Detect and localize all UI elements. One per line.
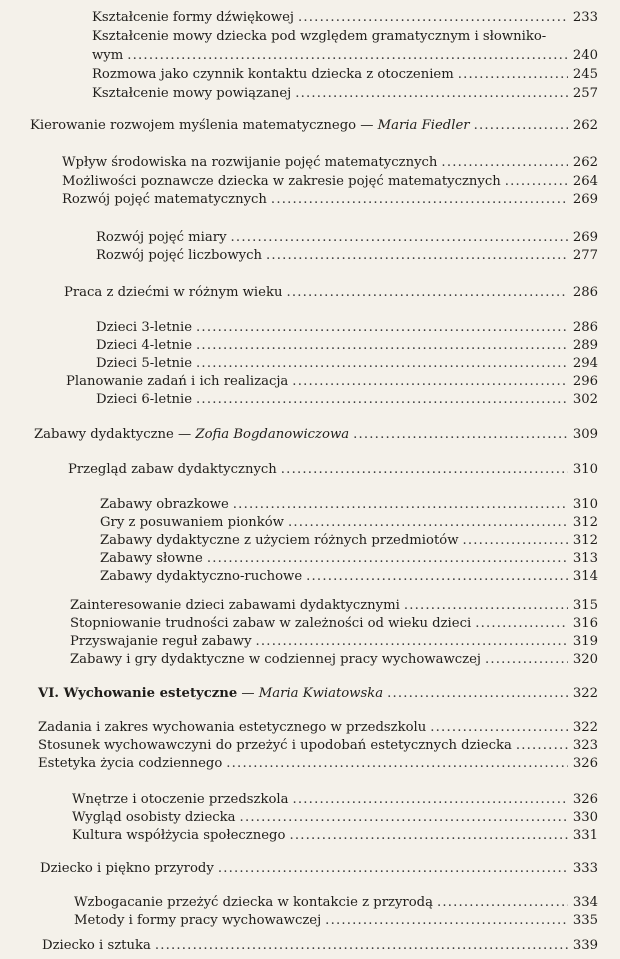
toc-entry — [40, 861, 598, 877]
toc-entry-page: 326 — [572, 792, 598, 807]
toc-entry-author: Maria Kwiatowska — [258, 686, 384, 701]
dot-leader — [475, 616, 568, 632]
toc-entry-title: Rozmowa jako czynnik kontaktu dziecka z otoczeniem — [92, 67, 454, 82]
toc-entry — [62, 174, 598, 190]
toc-entry-page: 240 — [572, 48, 598, 63]
dot-leader — [485, 652, 568, 668]
toc-entry-author: Zofia Bogdanowiczowa — [195, 427, 350, 442]
dot-leader — [458, 67, 568, 83]
toc-entry — [96, 338, 598, 354]
toc-entry-title: Dzieci 4-letnie — [96, 338, 193, 353]
dot-leader — [387, 686, 568, 702]
toc-entry-page: 294 — [572, 356, 598, 371]
toc-entry-page: 333 — [572, 861, 598, 876]
toc-entry-page: 319 — [572, 634, 598, 649]
dot-leader — [298, 10, 568, 26]
dot-leader — [207, 551, 568, 567]
toc-entry-title: Zainteresowanie dzieci zabawami dydaktycznymi — [70, 598, 400, 613]
dot-leader — [441, 155, 568, 171]
toc-entry-title: Dziecko i sztuka — [42, 938, 151, 953]
dot-leader — [256, 634, 568, 650]
dot-leader — [306, 569, 568, 585]
toc-entry — [100, 551, 598, 567]
toc-entry-title: Zadania i zakres wychowania estetycznego w przedszkolu — [38, 720, 427, 735]
toc-entry — [38, 720, 598, 736]
toc-entry-title: Dzieci 3-letnie — [96, 320, 193, 335]
toc-entry-title: Wygląd osobisty dziecka — [72, 810, 236, 825]
toc-entry — [62, 192, 598, 208]
dot-leader — [196, 392, 568, 408]
toc-entry — [30, 118, 598, 134]
dot-leader — [196, 356, 568, 372]
toc-entry-page: 339 — [572, 938, 598, 953]
toc-entry-page: 296 — [572, 374, 598, 389]
toc-entry-page: 335 — [572, 913, 598, 928]
toc-entry — [70, 652, 598, 668]
toc-entry-page: 269 — [572, 192, 598, 207]
toc-entry-page: 233 — [572, 10, 598, 25]
dot-leader — [196, 338, 568, 354]
toc-entry-title: Kształcenie mowy powiązanej — [92, 86, 292, 101]
dot-leader — [505, 174, 568, 190]
dot-leader — [226, 756, 568, 772]
toc-entry — [70, 616, 598, 632]
toc-entry-title: Rozwój pojęć matematycznych — [62, 192, 267, 207]
dot-leader — [127, 48, 568, 64]
toc-entry — [42, 938, 598, 954]
toc-entry-title: wym — [92, 48, 124, 63]
toc-entry-title: Możliwości poznawcze dziecka w zakresie pojęć matematycznych — [62, 174, 501, 189]
toc-entry — [64, 285, 598, 301]
toc-entry-title: Zabawy słowne — [100, 551, 203, 566]
toc-entry-page: 289 — [572, 338, 598, 353]
toc-entry-page: 320 — [572, 652, 598, 667]
dot-leader — [404, 598, 568, 614]
toc-entry-title: Gry z posuwaniem pionków — [100, 515, 284, 530]
toc-entry-page: 330 — [572, 810, 598, 825]
toc-entry-title: Dzieci 6-letnie — [96, 392, 193, 407]
dot-leader — [474, 118, 568, 134]
toc-entry-page: 315 — [572, 598, 598, 613]
toc-entry — [100, 515, 598, 531]
dot-leader — [430, 720, 568, 736]
toc-entry-title: Kierowanie rozwojem myślenia matematycznego — Maria Fiedler — [30, 118, 470, 133]
toc-entry-title: Zabawy obrazkowe — [100, 497, 229, 512]
toc-entry-title: Rozwój pojęć miary — [96, 230, 227, 245]
toc-entry-title: VI. Wychowanie estetyczne — Maria Kwiatowska — [38, 686, 384, 701]
toc-entry-title: Dzieci 5-letnie — [96, 356, 193, 371]
toc-entry-page: 302 — [572, 392, 598, 407]
toc-entry — [72, 828, 598, 844]
toc-entry-page: 310 — [572, 462, 598, 477]
toc-entry-page: 316 — [572, 616, 598, 631]
toc-entry — [70, 598, 598, 614]
toc-entry-title: Wnętrze i otoczenie przedszkola — [72, 792, 289, 807]
toc-entry — [92, 48, 598, 64]
toc-entry — [62, 155, 598, 171]
toc-entry — [72, 810, 598, 826]
toc-entry-page: 286 — [572, 285, 598, 300]
toc-entry — [34, 427, 598, 443]
toc-entry-page: 262 — [572, 118, 598, 133]
dot-leader — [437, 895, 568, 911]
toc-entry — [74, 895, 598, 911]
toc-entry-title: Wzbogacanie przeżyć dziecka w kontakcie z przyrodą — [74, 895, 433, 910]
toc-entry-page: 277 — [572, 248, 598, 263]
toc-entry-title: Zabawy dydaktyczno-ruchowe — [100, 569, 303, 584]
toc-entry — [38, 686, 598, 702]
dot-leader — [218, 861, 568, 877]
toc-entry-page: 269 — [572, 230, 598, 245]
toc-entry — [100, 569, 598, 585]
toc-entry-page: 257 — [572, 86, 598, 101]
toc-entry — [96, 230, 598, 246]
toc-entry — [66, 374, 598, 390]
dot-leader — [353, 427, 568, 443]
toc-entry-page: 262 — [572, 155, 598, 170]
toc-entry-title: Zabawy i gry dydaktyczne w codziennej pracy wychowawczej — [70, 652, 481, 667]
toc-entry-title: Stopniowanie trudności zabaw w zależności od wieku dzieci — [70, 616, 472, 631]
toc-entry-title: Przyswajanie reguł zabawy — [70, 634, 252, 649]
toc-entry-title: Zabawy dydaktyczne z użyciem różnych przedmiotów — [100, 533, 459, 548]
toc-entry-title: Wpływ środowiska na rozwijanie pojęć matematycznych — [62, 155, 438, 170]
toc-entry — [96, 392, 598, 408]
toc-entry — [100, 533, 598, 549]
toc-entry-title: Planowanie zadań i ich realizacja — [66, 374, 289, 389]
dot-leader — [286, 285, 568, 301]
toc-entry-page: 309 — [572, 427, 598, 442]
dot-leader — [271, 192, 568, 208]
toc-entry-page: 334 — [572, 895, 598, 910]
toc-entry — [38, 756, 598, 772]
toc-entry-page: 326 — [572, 756, 598, 771]
toc-entry — [92, 86, 598, 102]
toc-entry — [92, 67, 598, 83]
toc-entry-page: 312 — [572, 515, 598, 530]
toc-entry-title: Stosunek wychowawczyni do przeżyć i upodobań estetycznych dziecka — [38, 738, 512, 753]
toc-entry — [38, 738, 598, 754]
toc-entry-page: 322 — [572, 720, 598, 735]
toc-entry-title: Kultura współżycia społecznego — [72, 828, 286, 843]
dot-leader — [240, 810, 568, 826]
toc-entry-title: Estetyka życia codziennego — [38, 756, 223, 771]
toc-entry-title: Rozwój pojęć liczbowych — [96, 248, 262, 263]
toc-entry-page: 286 — [572, 320, 598, 335]
toc-entry — [96, 356, 598, 372]
toc-entry-page: 322 — [572, 686, 598, 701]
dot-leader — [516, 738, 568, 754]
dot-leader — [292, 374, 568, 390]
dot-leader — [463, 533, 569, 549]
dot-leader — [281, 462, 568, 478]
dot-leader — [289, 828, 568, 844]
toc-entry-page: 245 — [572, 67, 598, 82]
toc-entry-title: Przegląd zabaw dydaktycznych — [68, 462, 277, 477]
toc-entry-page: 323 — [572, 738, 598, 753]
dot-leader — [196, 320, 568, 336]
dot-leader — [325, 913, 568, 929]
toc-entry-title: Praca z dziećmi w różnym wieku — [64, 285, 283, 300]
dot-leader — [233, 497, 568, 513]
dot-leader — [266, 248, 568, 264]
toc-entry — [72, 792, 598, 808]
toc-entry-page: 264 — [572, 174, 598, 189]
toc-entry-page: 313 — [572, 551, 598, 566]
toc-entry — [96, 320, 598, 336]
toc-entry — [74, 913, 598, 929]
dot-leader — [293, 792, 569, 808]
toc-entry-title: Kształcenie formy dźwiękowej — [92, 10, 294, 25]
dot-leader — [295, 86, 568, 102]
toc-entry-page: 314 — [572, 569, 598, 584]
toc-entry-page: 310 — [572, 497, 598, 512]
toc-entry-title: Kształcenie mowy dziecka pod względem gramatycznym i słowniko- — [92, 29, 547, 44]
dot-leader — [288, 515, 568, 531]
toc-entry — [92, 10, 598, 26]
dot-leader — [155, 938, 568, 954]
toc-entry-page: 312 — [572, 533, 598, 548]
dot-leader — [231, 230, 568, 246]
toc-entry-title: Zabawy dydaktyczne — Zofia Bogdanowiczowa — [34, 427, 350, 442]
toc-entry-page: 331 — [572, 828, 598, 843]
toc-entry-title: Dziecko i piękno przyrody — [40, 861, 214, 876]
toc-entry — [96, 248, 598, 264]
toc-entry — [100, 497, 598, 513]
toc-entry — [68, 462, 598, 478]
toc-entry-title: Metody i formy pracy wychowawczej — [74, 913, 322, 928]
toc-entry — [70, 634, 598, 650]
toc-entry-author: Maria Fiedler — [377, 118, 470, 133]
